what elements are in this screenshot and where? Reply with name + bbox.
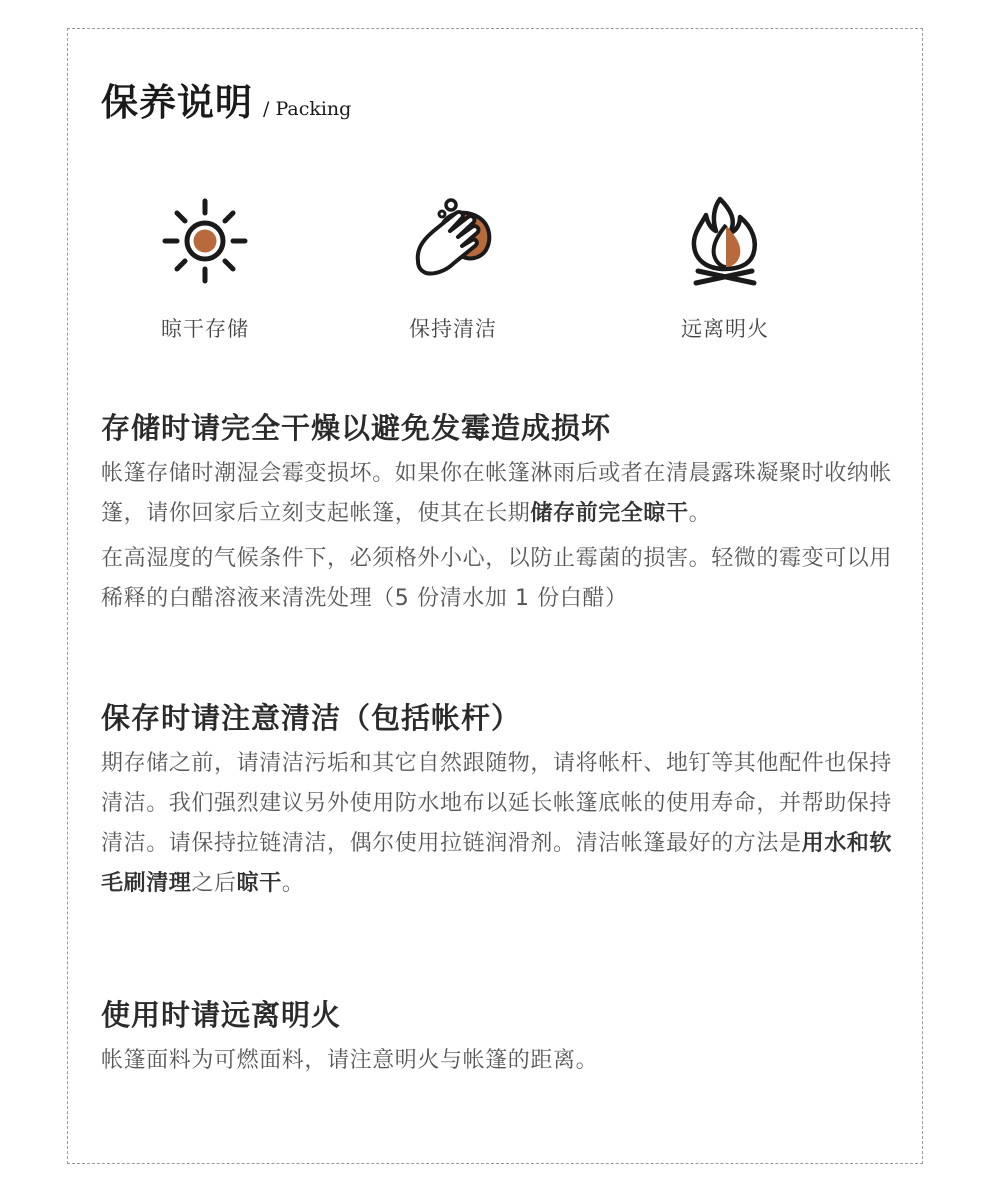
- page-subtitle: / Packing: [263, 98, 352, 120]
- care-item-away-from-fire: [645, 195, 805, 343]
- icon-label-dry-storage: 晾干存储: [161, 317, 249, 341]
- icon-label-away-from-fire: 远离明火: [681, 317, 769, 341]
- care-item-dry-storage: [125, 195, 285, 343]
- section-dry-storage: [101, 408, 901, 619]
- emphasis-text: 用水和软毛刷清理: [101, 831, 893, 896]
- section-paragraph: 帐篷面料为可燃面料，请注意明火与帐篷的距离。: [101, 1048, 599, 1073]
- section-keep-clean: [101, 698, 901, 904]
- sun-icon: [160, 195, 250, 287]
- emphasis-text: 储存前完全晾干: [530, 501, 689, 526]
- paragraph-text: 期存储之前，请清洁污垢和其它自然跟随物，请将帐杆、地钉等其他配件也保持清洁。我们强烈建议另外使用防水地布以延长帐篷底帐的使用寿命，并帮助保持清洁。请保持拉链清洁，偶尔使用拉链润滑剂。清洁帐篷最好的方法是: [101, 751, 893, 856]
- section-title: 保存时请注意清洁（包括帐杆）: [101, 701, 522, 735]
- section-paragraph: [101, 454, 901, 534]
- section-title: 使用时请远离明火: [101, 998, 342, 1032]
- section-paragraph: 在高湿度的气候条件下，必须格外小心，以防止霉菌的损害。轻微的霉变可以用稀释的白醋溶液来清洗处理（5 份清水加 1 份白醋）: [101, 546, 893, 611]
- emphasis-text: 晾干: [236, 871, 282, 896]
- section-title: 存储时请完全干燥以避免发霉造成损坏: [101, 411, 612, 445]
- campfire-icon: [680, 195, 770, 287]
- paragraph-text: 帐篷存储时潮湿会霉变损坏。如果你在帐篷淋雨后或者在清晨露珠凝聚时收纳帐篷，请你回家后立刻支起帐篷，使其在长期: [101, 461, 893, 526]
- washing-hands-icon: [408, 195, 498, 287]
- page-header: [101, 72, 351, 126]
- section-away-from-fire: [101, 995, 901, 1081]
- paragraph-text: 之后: [191, 871, 237, 896]
- icon-label-keep-clean: 保持清洁: [409, 317, 497, 341]
- care-item-keep-clean: [373, 195, 533, 343]
- page-title: 保养说明: [101, 80, 253, 124]
- section-paragraph: [101, 744, 901, 904]
- paragraph-text: 。: [281, 871, 305, 896]
- paragraph-text: 。: [688, 501, 712, 526]
